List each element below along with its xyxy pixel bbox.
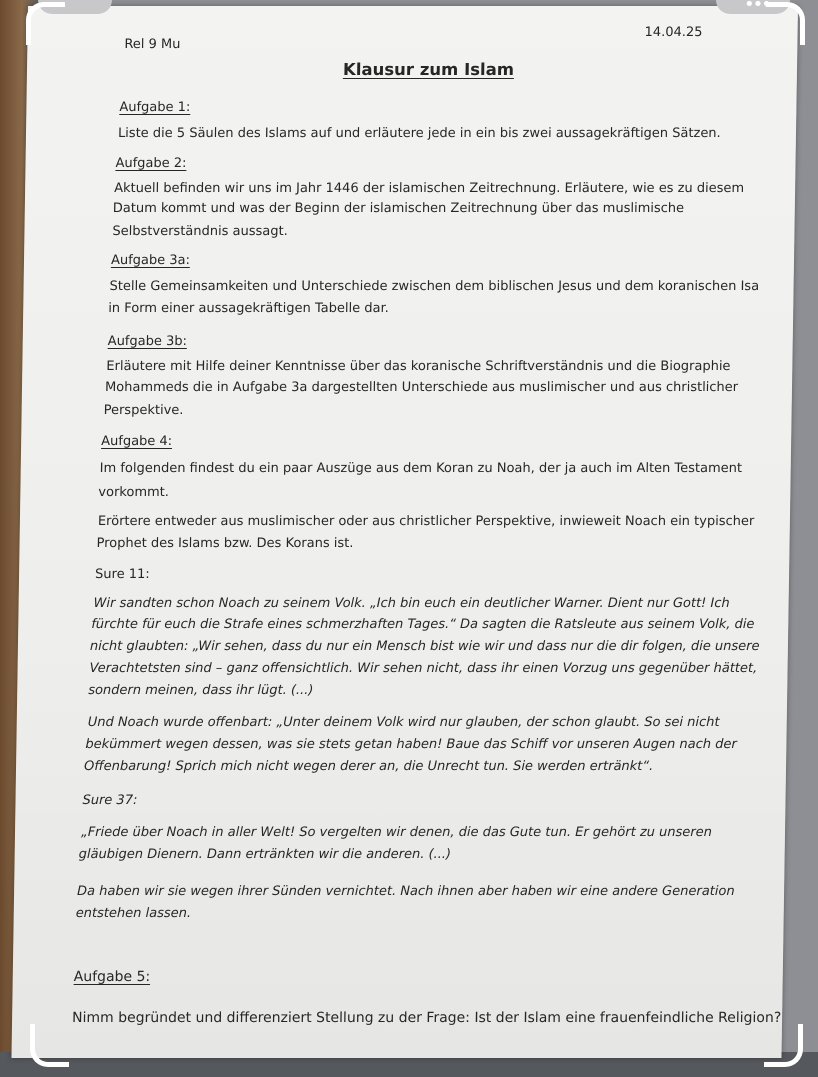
task-2-line: Datum kommt und was der Beginn der islamischen Zeitrechnung über das muslimische <box>112 201 685 216</box>
crop-handle-bottom-right[interactable] <box>764 1024 803 1067</box>
sure-11-label: Sure 11: <box>94 567 150 582</box>
task-3a-heading: Aufgabe 3a: <box>110 253 191 268</box>
exam-sheet <box>11 6 798 1058</box>
more-icon: ••• <box>744 0 770 15</box>
date-label: 14.04.25 <box>644 25 703 40</box>
quote-line: Und Noach wurde offenbart: „Unter deinem Volk wird nur glauben, der schon glaubt. So sei nicht <box>87 715 720 730</box>
task-3b-heading: Aufgabe 3b: <box>107 334 188 349</box>
quote-line: entstehen lassen. <box>75 906 192 921</box>
quote-line: Offenbarung! Sprich mich nicht wegen derer an, die Unrecht tun. Sie werden ertränkt“. <box>83 759 654 774</box>
task-3a-line: in Form einer aussagekräftigen Tabelle dar. <box>108 301 389 316</box>
quote-line: „Friede über Noach in aller Welt! So vergelten wir denen, die das Gute tun. Er gehört zu unseren <box>80 825 713 840</box>
task-2-heading: Aufgabe 2: <box>115 156 187 171</box>
quote-line: Da haben wir sie wegen ihrer Sünden vernichtet. Nach ihnen aber haben wir eine andere Generation <box>76 884 735 899</box>
task-3b-line: Perspektive. <box>103 403 184 418</box>
crop-handle-top-right[interactable] <box>766 2 805 45</box>
task-3b-line: Mohammeds die in Aufgabe 3a dargestellten Unterschiede aus muslimischer und aus christlicher <box>104 380 739 395</box>
task-2-line: Aktuell befinden wir uns im Jahr 1446 der islamischen Zeitrechnung. Erläutere, wie es zu diesem <box>114 181 745 196</box>
task-1-heading: Aufgabe 1: <box>119 100 191 115</box>
task-2-line: Selbstverständnis aussagt. <box>112 224 288 239</box>
quote-line: bekümmert wegen dessen, was sie stets getan haben! Baue das Schiff vor unseren Augen nach der <box>85 737 737 752</box>
task-5-text: Nimm begründet und differenziert Stellung zu der Frage: Ist der Islam eine frauenfeindliche Religion? <box>71 1010 782 1026</box>
crop-handle-top-left[interactable] <box>26 2 65 45</box>
quote-line: sondern meinen, dass ihr lügt. (...) <box>88 683 314 698</box>
task-4-line: vorkommt. <box>98 485 170 500</box>
task-3a-line: Stelle Gemeinsamkeiten und Unterschiede zwischen dem biblischen Jesus und dem koranischen Isa <box>109 279 760 294</box>
quote-line: gläubigen Dienern. Dann ertränkten wir die anderen. (...) <box>78 847 452 862</box>
task-4-heading: Aufgabe 4: <box>101 434 173 449</box>
page-title: Klausur zum Islam <box>342 60 515 79</box>
quote-line: Verachtetsten sind – ganz offensichtlich. Wir sehen nicht, dass ihr einen Vorzug uns gegenüber hättet, <box>89 661 758 676</box>
quote-line: Wir sandten schon Noach zu seinem Volk. „Ich bin euch ein deutlicher Warner. Dient nur Gott! Ich <box>93 596 730 611</box>
task-3b-line: Erläutere mit Hilfe deiner Kenntnisse über das koranische Schriftverständnis und die Biographie <box>106 359 731 374</box>
quote-line: nicht glaubten: „Wir sehen, dass du nur ein Mensch bist wie wir und dass nur die dir folgen, die unsere <box>89 639 760 654</box>
sure-37-label: Sure 37: <box>82 793 138 808</box>
task-4-line: Im folgenden findest du ein paar Auszüge aus dem Koran zu Noah, der ja auch im Alten Testament <box>99 461 743 476</box>
quote-line: fürchte für euch die Strafe eines schmerzhaften Tages.“ Da sagten die Ratsleute aus seinem Volk, die <box>91 617 755 632</box>
course-label: Rel 9 Mu <box>124 37 181 52</box>
crop-handle-bottom-left[interactable] <box>30 1024 69 1067</box>
task-5-heading: Aufgabe 5: <box>73 969 151 985</box>
task-4-line: Erörtere entweder aus muslimischer oder aus christlicher Perspektive, inwieweit Noach ein typischer <box>97 514 755 529</box>
task-4-line: Prophet des Islams bzw. Des Korans ist. <box>96 536 354 551</box>
task-1-text: Liste die 5 Säulen des Islams auf und erläutere jede in ein bis zwei aussagekräftigen Sätzen. <box>117 126 721 141</box>
